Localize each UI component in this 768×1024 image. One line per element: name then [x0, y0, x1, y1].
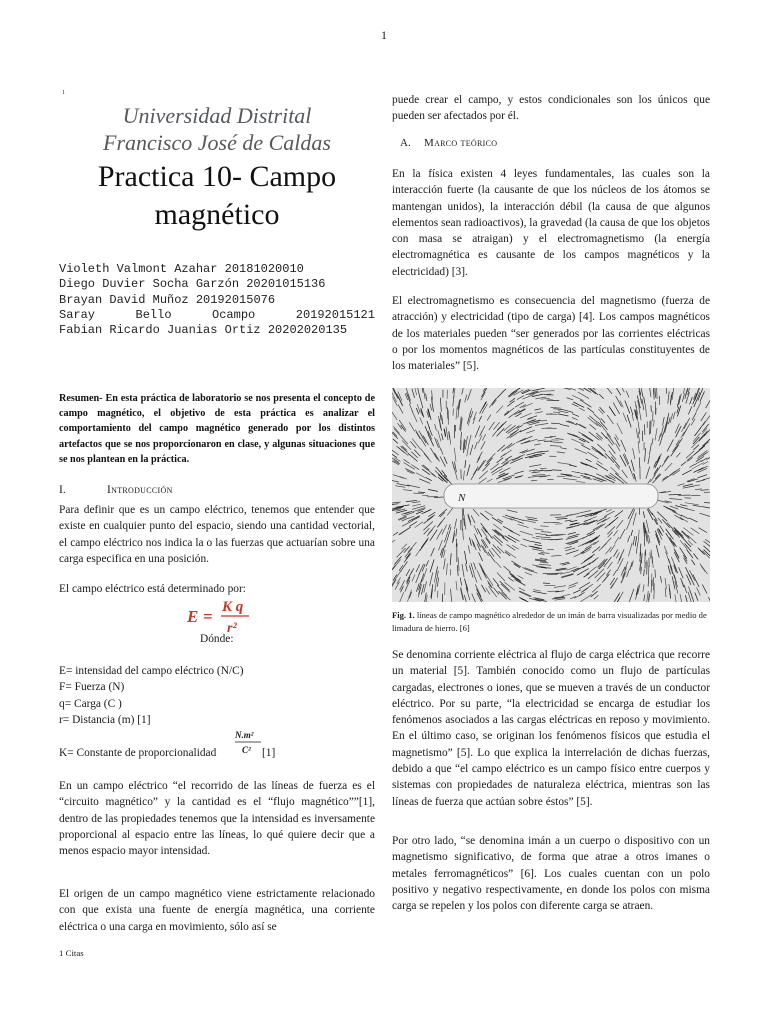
author-row: Diego Duvier Socha Garzón 20201015136	[59, 277, 326, 292]
definition-list	[59, 663, 375, 728]
right-paragraph-0: puede crear el campo, y estos condicionales son los únicos que pueden ser afectados por él.	[392, 94, 710, 123]
svg-text:=: =	[203, 607, 213, 626]
right-paragraph-2: El electromagnetismo es consecuencia del magnetismo (fuerza de atracción) y electricidad (tipo de carga) [4]. Los campos magnéticos de los materiales pueden “ser generados por las corrientes eléctricas o por los momentos magnéticos de las partículas constituyentes de los materiales” [5].	[392, 295, 710, 373]
author-row: Fabian Ricardo Juanias Ortiz 20202020135	[59, 323, 348, 338]
north-pole-label: N	[458, 492, 466, 504]
right-paragraph-1: En la física existen 4 leyes fundamentales, las cuales son la interacción fuerte (la causante de que los núcleos de los átomos se mantengan unidos), la interacción débil (la causa de que algunos elementos sean radioactivos), la gravedad (la causa de que los objetos con masa se atraigan) y el electromagnetismo (la energía electromagnética es causante de los campos magnéticos y la electricidad) [3].	[392, 168, 710, 278]
k-ref: [1]	[262, 747, 276, 759]
intro-paragraph-2: El campo eléctrico está determinado por:	[59, 583, 246, 595]
footnote-marker: 1	[62, 90, 65, 96]
intro-paragraph-4: El origen de un campo magnético viene estrictamente relacionado con que exista una fuente de energía magnética, una corriente eléctrica o una carga en movimiento, sólo así se	[59, 888, 375, 933]
footnote: 1 Citas	[59, 948, 84, 958]
iron-filings-image	[392, 388, 710, 602]
author-row: Brayan David Muñoz 20192015076	[59, 292, 276, 307]
svg-text:N.m²: N.m²	[235, 730, 254, 740]
author-row: Saray Bello Ocampo 20192015121	[59, 307, 375, 322]
abstract: Resumen- En esta práctica de laboratorio se nos presenta el concepto de campo magnético, el objetivo de esta práctica es analizar el comportamiento del campo magnético generado por los distintos artefactos que se nos proporcionaron en clase, y algunas situaciones que se nos plantean en la práctica.	[59, 393, 375, 465]
bar-magnet	[444, 484, 658, 508]
formula-lhs: E	[187, 607, 199, 626]
author-row: Violeth Valmont Azahar 20181020010	[59, 262, 304, 276]
figure-caption: Fig. 1. líneas de campo magnético alrededor de un imán de barra visualizadas por medio de limadura de hierro. [6]	[392, 610, 707, 633]
title-line-1: Practica 10- Campo	[97, 160, 337, 193]
page-title	[59, 158, 375, 234]
subsection-heading-marco-teorico: A. Marco teórico	[400, 137, 498, 149]
intro-paragraph-3: En un campo eléctrico “el recorrido de las líneas de fuerza es el “circuito magnético” y la cantidad es el “flujo magnético””[1], dentro de las propiedades tenemos que la intensidad es inversamente proporcional al espacio entre las líneas, lo qué quiere decir que a menos espacio mayor intensidad.	[59, 780, 375, 858]
university-name	[59, 102, 375, 156]
title-line-2: magnético	[154, 198, 280, 231]
intro-paragraph-1: Para definir que es un campo eléctrico, tenemos que entender que existe en cualquier punto del espacio, siendo una cantidad vectorial, el campo eléctrico nos indica la o las fuerzas que actuarían sobre una carga especifica en una posición.	[59, 504, 375, 565]
university-line-1: Universidad Distrital	[122, 103, 312, 128]
definition-item: r= Distancia (m) [1]	[59, 713, 151, 726]
right-paragraph-3: Se denomina corriente eléctrica al flujo de carga eléctrica que recorre un material [5]. También conocido como un flujo de partículas cargadas, electrones o iones, que se mueven a través de un conductor eléctrico. Por su parte, “la electricidad se encarga de estudiar los fenómenos asociados a las cargas eléctricas en reposo y movimiento. En el último caso, se originan los fenómenos físicos que estudia el magnetismo” [5]. Lo que explica la interrelación de dichas fuerzas, debido a que “el campo eléctrico es un campo físico entre cuerpos y sistemas con propiedades de naturaleza eléctrica, mientras son las líneas de fuerza que actúan sobre éstos” [5].	[392, 649, 710, 808]
definition-item: q= Carga (C )	[59, 697, 122, 710]
formula-numerator: K q	[222, 599, 244, 615]
formula-denominator: r²	[227, 621, 237, 636]
electric-field-formula	[185, 594, 255, 636]
svg-text:C²: C²	[242, 745, 251, 755]
magnetic-field-figure	[392, 388, 710, 602]
right-paragraph-4: Por otro lado, “se denomina imán a un cuerpo o dispositivo con un magnetismo significativo, de forma que atrae a otros imanes o metales ferromagnéticos” [6]. Los cuales cuentan con un polo positivo y negativo respectivamente, en donde los polos con misma carga se repelen y los polos con diferente carga se atraen.	[392, 835, 710, 913]
definition-item: E= intensidad del campo eléctrico (N/C)	[59, 665, 244, 677]
page-number: 1	[381, 28, 387, 42]
definition-item: F= Fuerza (N)	[59, 681, 125, 694]
section-heading-introduccion: I. Introducción	[59, 484, 173, 496]
k-constant-line: K= Constante de proporcionalidad	[59, 747, 217, 759]
donde-label: Dónde:	[200, 633, 234, 645]
author-list	[59, 262, 379, 338]
university-line-2: Francisco José de Caldas	[103, 130, 331, 155]
